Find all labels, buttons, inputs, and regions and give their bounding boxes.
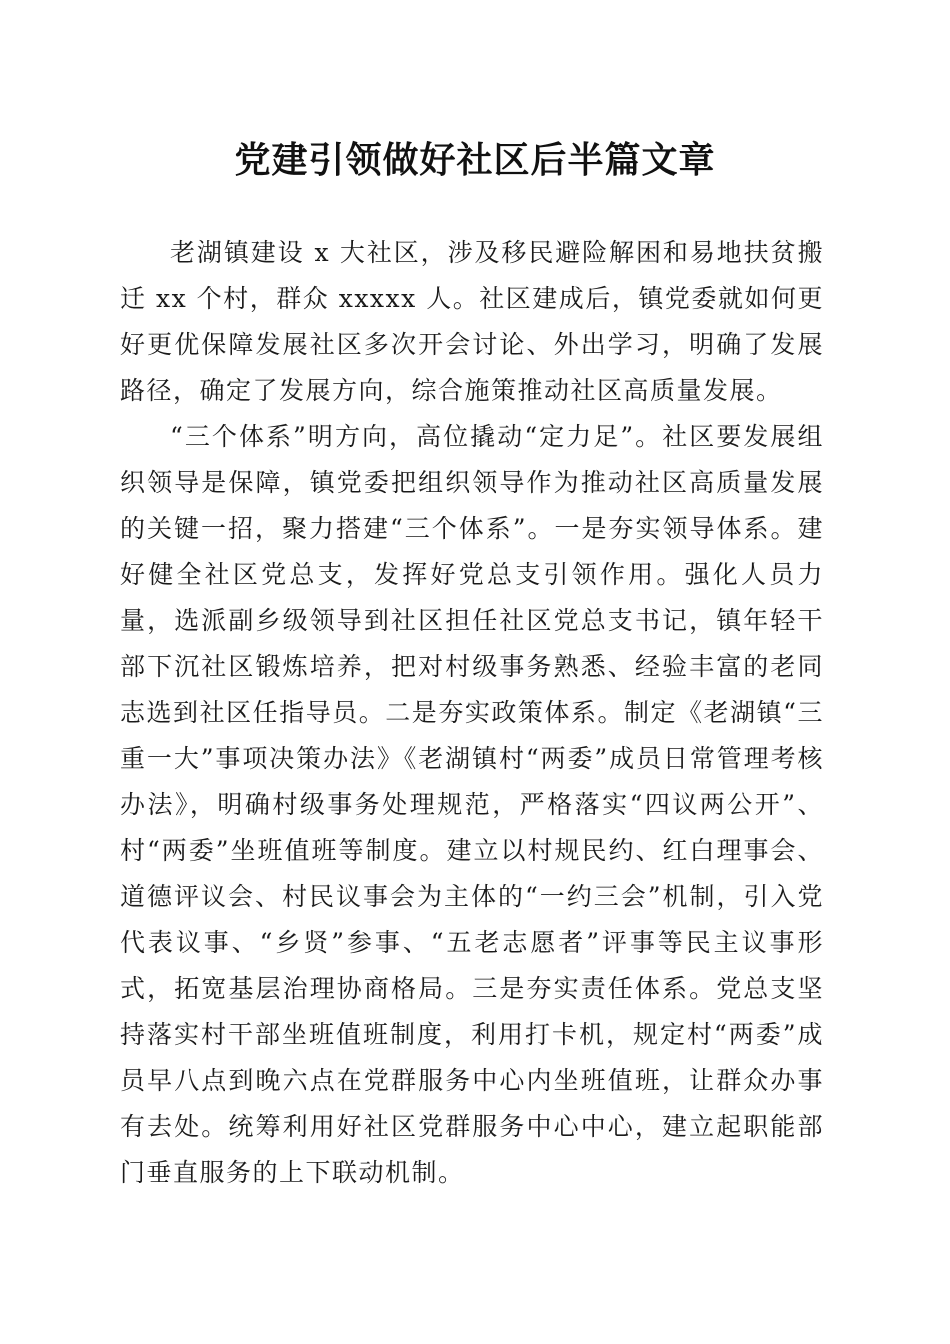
paragraph-intro: 老湖镇建设 x 大社区，涉及移民避险解困和易地扶贫搬迁 xx 个村，群众 xxxxx 人。社区建成后，镇党委就如何更好更优保障发展社区多次开会讨论、外出学习，明确了发展路径，确定了发展方向，综合施策推动社区高质量发展。 (120, 238, 824, 405)
paragraph-three-systems: “三个体系”明方向，高位撬动“定力足”。社区要发展组织领导是保障，镇党委把组织领导作为推动社区高质量发展的关键一招，聚力搭建“三个体系”。一是夯实领导体系。建好健全社区党总支，发挥好党总支引领作用。强化人员力量，选派副乡级领导到社区担任社区党总支书记，镇年轻干部下沉社区锻炼培养，把对村级事务熟悉、经验丰富的老同志选到社区任指导员。二是夯实政策体系。制定《老湖镇“三重一大”事项决策办法》《老湖镇村“两委”成员日常管理考核办法》，明确村级事务处理规范，严格落实“四议两公开”、村“两委”坐班值班等制度。建立以村规民约、红白理事会、道德评议会、村民议事会为主体的“一约三会”机制，引入党代表议事、“乡贤”参事、“五老志愿者”评事等民主议事形式，拓宽基层治理协商格局。三是夯实责任体系。党总支坚持落实村干部坐班值班制度，利用打卡机，规定村“两委”成员早八点到晚六点在党群服务中心内坐班值班，让群众办事有去处。统筹利用好社区党群服务中心中心，建立起职能部门垂直服务的上下联动机制。 (120, 422, 824, 1187)
document-title: 党建引领做好社区后半篇文章 (234, 139, 716, 181)
document-body (120, 230, 824, 1196)
